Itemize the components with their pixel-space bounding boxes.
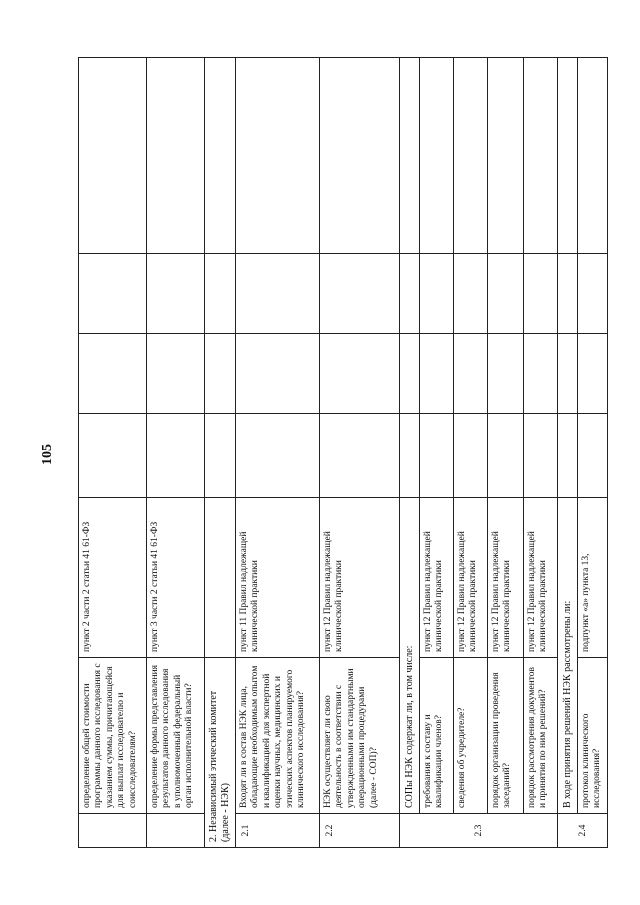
reference-cell: пункт 2 части 2 статьи 41 61-ФЗ [79,498,147,658]
row-number-cell [79,814,147,848]
table-row [320,58,400,848]
row-number: 2.4 [558,814,608,848]
section-title: 2. Независимый этический комитет (далее - НЭК) [205,658,236,848]
subsection-title: СОПы НЭК содержат ли, в том числе: [400,498,420,814]
question-cell: требования к составу и квалификации членов? [420,658,454,814]
question-cell: сведения об учредителе? [454,658,488,814]
question-cell: НЭК осуществляет ли свою деятельность в соответствии с утвержденными им стандартными операционными процедурами (далее - СОП)? [320,658,400,814]
section-header-row [205,58,236,848]
reference-cell: пункт 12 Правил надлежащей клинической практики [488,498,524,658]
question-cell: протокол клинического исследования? [578,658,608,814]
table-row [488,58,524,848]
question-cell: порядок организации проведения заседаний? [488,658,524,814]
page-number: 105 [40,444,55,465]
row-number: 2.1 [236,814,320,848]
question-cell: Входят ли в состав НЭК лица, обладающие необходимым опытом и квалификацией для экспертной оценки научных, медицинских и этических аспектов планируемого клинического исследования? [236,658,320,814]
table-row [578,58,608,848]
question-cell: определение формы представления результатов данного исследования в уполномоченный федеральный орган исполнительной власти? [147,658,205,814]
row-number: 2.3 [400,814,558,848]
rotated-table-container [78,58,606,848]
reference-cell: пункт 12 Правил надлежащей клинической практики [420,498,454,658]
table-row [147,58,205,848]
checklist-table [78,57,608,848]
reference-cell: пункт 12 Правил надлежащей клинической практики [454,498,488,658]
reference-cell: подпункт «а» пункта 13, [578,498,608,658]
table-row [79,58,147,848]
table-row [454,58,488,848]
table-row [558,58,578,848]
reference-cell: пункт 12 Правил надлежащей клинической практики [524,498,558,658]
reference-cell: пункт 3 части 2 статьи 41 61-ФЗ [147,498,205,658]
table-row [524,58,558,848]
table-row [400,58,420,848]
question-cell: определение общей стоимости программы данного исследования с указанием суммы, причитающейся для выплат исследователю и соисследователям? [79,658,147,814]
reference-cell: пункт 12 Правил надлежащей клинической практики [320,498,400,658]
reference-cell: пункт 11 Правил надлежащей клинической практики [236,498,320,658]
row-number: 2.2 [320,814,400,848]
question-cell: порядок рассмотрения документов и принятия по ним решений? [524,658,558,814]
table-row [420,58,454,848]
table-row [236,58,320,848]
subsection-title: В ходе принятия решений НЭК рассмотрены ли: [558,498,578,814]
